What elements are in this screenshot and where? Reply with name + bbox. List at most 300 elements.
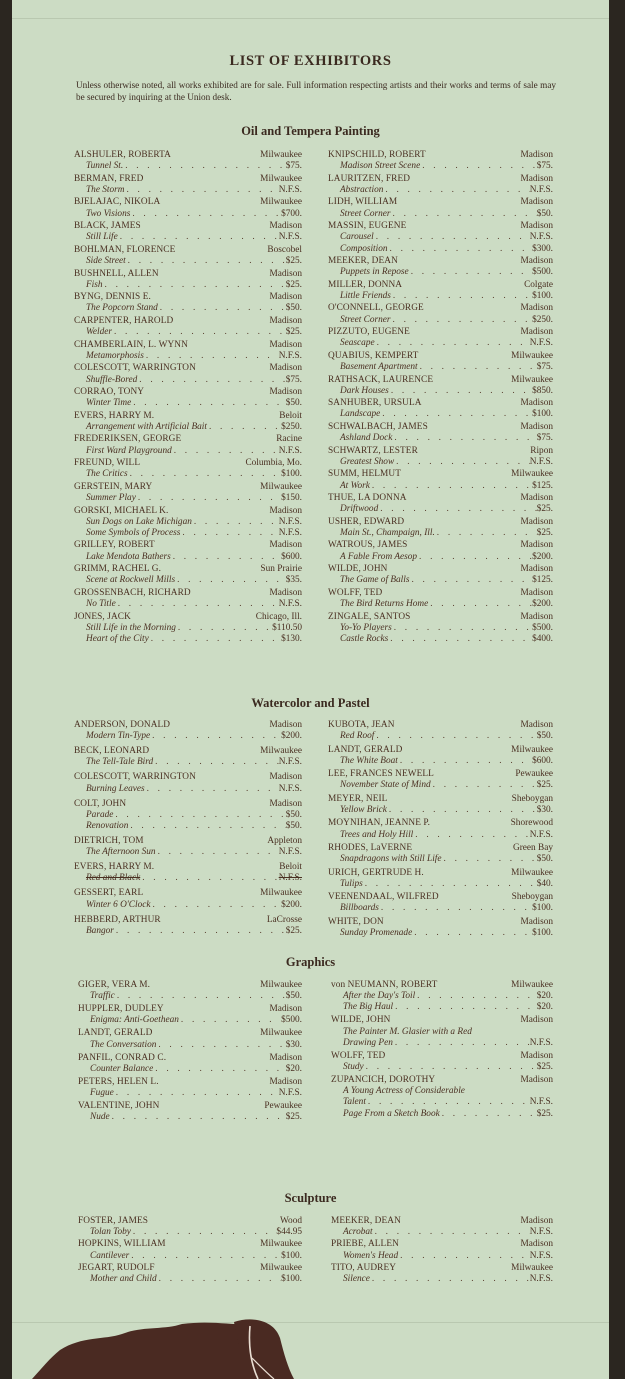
artwork-row <box>331 1062 553 1073</box>
exhibitor-entry <box>74 434 302 456</box>
leader-dots <box>112 327 286 338</box>
artist-city: Madison <box>520 421 553 432</box>
artwork-title: Women's Head <box>343 1250 399 1261</box>
artist-name: BYNG, DENNIS E. <box>74 292 151 303</box>
artist-name: TITO, AUDREY <box>331 1262 397 1273</box>
leader-dots <box>124 185 278 196</box>
exhibitor-entry <box>328 517 553 539</box>
exhibitor-entry <box>328 588 553 610</box>
artist-city: Milwaukee <box>260 1262 302 1273</box>
leader-dots <box>172 446 279 457</box>
artwork-price: $50. <box>285 398 302 409</box>
artist-name: LANDT, GERALD <box>78 1028 153 1039</box>
artwork-row <box>328 854 553 865</box>
exhibitor-entry <box>74 799 302 833</box>
artwork-title: Summer Play <box>86 493 136 504</box>
artist-name: USHER, EDWARD <box>328 516 405 527</box>
artist-name: CORRAO, TONY <box>74 387 145 398</box>
artwork-price: $200. <box>281 899 302 910</box>
artwork-price: $25. <box>536 504 553 515</box>
artwork-title: Red and Black <box>86 873 141 884</box>
artwork-row <box>78 1088 302 1099</box>
exhibitor-entry <box>74 612 302 646</box>
artist-city: Wood <box>280 1216 302 1226</box>
leader-dots <box>128 821 285 832</box>
artwork-price: $75. <box>536 161 553 172</box>
leader-dots <box>393 1002 537 1013</box>
exhibitor-entry <box>331 1075 553 1120</box>
artwork-row <box>328 575 553 586</box>
artwork-row <box>331 1274 553 1285</box>
exhibitor-entry <box>328 303 553 325</box>
artist-name: COLT, JOHN <box>74 798 127 809</box>
artwork-title: Main St., Champaign, Ill. <box>340 527 435 538</box>
artwork-price: $100. <box>281 1274 302 1285</box>
artwork-price: $75. <box>285 374 302 385</box>
artist-city: Milwaukee <box>511 744 553 755</box>
artwork-row <box>74 351 302 362</box>
artwork-row <box>78 1064 302 1075</box>
exhibitor-header <box>328 422 553 433</box>
exhibitor-entry <box>331 1216 553 1238</box>
artwork-row <box>331 1086 553 1097</box>
artist-city: Madison <box>269 1004 302 1015</box>
artwork-price: $250. <box>281 421 302 432</box>
artwork-title: Lake Mendota Bathers <box>86 551 171 562</box>
artwork-title: The Game of Balls <box>340 575 410 586</box>
leader-dots <box>136 493 281 504</box>
artwork-row <box>74 209 302 220</box>
artwork-price: $500. <box>532 622 553 633</box>
artist-city: Milwaukee <box>260 197 302 208</box>
artist-city: Ripon <box>530 445 553 456</box>
artwork-row <box>331 1097 553 1108</box>
leader-dots <box>126 256 286 267</box>
artwork-row <box>328 928 553 939</box>
exhibitor-header <box>74 150 302 161</box>
exhibitor-entry <box>74 411 302 433</box>
exhibitor-entry <box>328 256 553 278</box>
leader-dots <box>179 1015 281 1026</box>
artwork-title: Street Corner <box>340 208 391 219</box>
exhibitor-header <box>78 1216 302 1227</box>
artist-city: Milwaukee <box>260 888 302 899</box>
artist-city: Madison <box>269 587 302 598</box>
artwork-price: $25. <box>536 1062 553 1073</box>
artist-city: Madison <box>269 339 302 350</box>
artwork-price: N.F.S. <box>529 184 553 195</box>
artist-name: LANDT, GERALD <box>328 744 403 755</box>
artist-name: URICH, GERTRUDE H. <box>328 867 424 878</box>
artwork-title: Street Corner <box>340 314 391 325</box>
leader-dots <box>431 780 537 791</box>
artwork-title: A Fable From Aesop <box>340 551 418 562</box>
artwork-price: $150. <box>281 493 302 504</box>
artwork-title: Enigma: Anti-Goethean <box>90 1015 179 1026</box>
artist-name: GORSKI, MICHAEL K. <box>74 505 169 516</box>
exhibitor-entry <box>74 746 302 768</box>
artwork-row <box>328 232 553 243</box>
artist-city: Madison <box>269 268 302 279</box>
exhibitor-header <box>328 221 553 232</box>
exhibitor-header <box>328 868 553 879</box>
exhibitor-entry <box>74 862 302 884</box>
leader-dots <box>150 731 281 742</box>
artist-city: Sun Prairie <box>260 564 302 575</box>
artwork-price: N.F.S. <box>278 847 302 858</box>
artist-city: Madison <box>269 315 302 326</box>
artwork-title: After the Day's Toil <box>343 991 416 1002</box>
leader-dots <box>157 1274 281 1285</box>
artwork-row <box>74 900 302 911</box>
artwork-title: Puppets in Repose <box>340 267 409 278</box>
artwork-row <box>328 409 553 420</box>
artist-city: Milwaukee <box>260 173 302 184</box>
artist-city: Milwaukee <box>511 867 553 878</box>
artwork-row <box>328 267 553 278</box>
exhibitor-header <box>74 387 302 398</box>
exhibitor-header <box>74 836 302 847</box>
artwork-title: Shuffle-Bored <box>86 374 138 385</box>
exhibitor-header <box>328 843 553 854</box>
artist-name: DIETRICH, TOM <box>74 836 144 847</box>
artwork-title: The Critics <box>86 469 128 480</box>
leader-dots <box>145 784 279 795</box>
exhibitor-entry <box>328 720 553 742</box>
exhibitor-header <box>74 506 302 517</box>
artwork-row <box>328 756 553 767</box>
artwork-title: Page From a Sketch Book <box>343 1108 440 1119</box>
artist-city: Madison <box>520 516 553 527</box>
artwork-price: $25. <box>536 780 553 791</box>
artwork-title: Traffic <box>90 991 115 1002</box>
artist-city: Madison <box>520 173 553 184</box>
artwork-title: No Title <box>86 599 116 610</box>
artwork-price: $125. <box>532 575 553 586</box>
exhibitor-entry <box>74 772 302 794</box>
artwork-title: Fugue <box>90 1088 114 1099</box>
exhibitor-entry <box>74 458 302 480</box>
artwork-row <box>78 1015 302 1026</box>
section-heading-watercolor: Watercolor and Pastel <box>251 696 370 710</box>
leader-dots <box>428 599 532 610</box>
artwork-price: $35. <box>285 575 302 586</box>
exhibitor-entry <box>74 482 302 504</box>
artist-name: BOHLMAN, FLORENCE <box>74 244 176 255</box>
exhibitor-entry <box>328 493 553 515</box>
section-heading-graphics: Graphics <box>285 955 336 969</box>
artwork-row <box>78 1112 302 1123</box>
artist-name: WHITE, DON <box>328 916 384 927</box>
artist-city: Madison <box>269 387 302 398</box>
paper-fold-line <box>12 18 609 19</box>
artist-name: HOPKINS, WILLIAM <box>78 1239 166 1250</box>
artist-name: LEE, FRANCES NEWELL <box>328 769 434 780</box>
artwork-title: Castle Rocks <box>340 633 389 644</box>
artist-city: Madison <box>520 1015 553 1026</box>
leader-dots <box>175 575 286 586</box>
artist-name: GRILLEY, ROBERT <box>74 540 155 551</box>
artwork-price: $50. <box>536 208 553 219</box>
artwork-title: Billboards <box>340 903 379 914</box>
exhibitor-entry <box>328 469 553 491</box>
leader-dots <box>420 161 537 172</box>
artist-name: WOLFF, TED <box>328 587 383 598</box>
exhibitor-entry <box>74 292 302 314</box>
artwork-row <box>74 327 302 338</box>
exhibitor-header <box>328 720 553 731</box>
leader-dots <box>388 244 533 255</box>
artist-city: Madison <box>520 720 553 730</box>
artwork-row <box>328 903 553 914</box>
artwork-row <box>328 599 553 610</box>
exhibitor-entry <box>74 506 302 540</box>
leader-dots <box>393 1038 530 1049</box>
artist-name: O'CONNELL, GEORGE <box>328 303 424 314</box>
artwork-title: The Tell-Tale Bird <box>86 757 154 768</box>
artwork-row <box>331 1027 553 1038</box>
artist-city: Madison <box>520 1075 553 1086</box>
artwork-title: The Painter M. Glasier with a Red <box>343 1026 472 1037</box>
artwork-price: N.F.S. <box>529 829 553 840</box>
artwork-row <box>74 821 302 832</box>
artwork-title: Snapdragons with Still Life <box>340 854 442 865</box>
leader-dots <box>409 267 532 278</box>
artist-city: Madison <box>520 197 553 208</box>
artwork-row <box>74 731 302 742</box>
artwork-price: $130. <box>281 633 302 644</box>
leader-dots <box>150 900 281 911</box>
exhibitor-header <box>328 446 553 457</box>
exhibitor-entry <box>328 818 553 840</box>
exhibitor-header <box>328 375 553 386</box>
artwork-price: $50. <box>536 854 553 865</box>
exhibitor-header <box>78 1239 302 1250</box>
artwork-row <box>74 552 302 563</box>
artwork-title: Study <box>343 1062 364 1073</box>
leader-dots <box>123 161 286 172</box>
leader-dots <box>378 504 536 515</box>
artist-city: Sheboygan <box>511 793 553 804</box>
exhibitor-entry <box>78 1053 302 1075</box>
artwork-price: $75. <box>285 161 302 172</box>
artwork-title: Welder <box>86 327 112 338</box>
artwork-price: $700. <box>281 208 302 219</box>
artist-city: Boscobel <box>267 244 302 255</box>
exhibitor-entry <box>74 836 302 858</box>
artist-city: Green Bay <box>512 842 553 853</box>
exhibitor-header <box>78 1028 302 1039</box>
exhibitor-entry <box>78 1004 302 1026</box>
exhibitor-header <box>74 245 302 256</box>
leader-dots <box>116 599 279 610</box>
artist-name: RATHSACK, LAURENCE <box>328 374 434 385</box>
leader-dots <box>418 362 537 373</box>
exhibitor-list-sheet <box>12 0 609 1379</box>
artwork-title: Still Life in the Morning <box>86 622 176 633</box>
exhibitor-entry <box>328 150 553 172</box>
artwork-price: $850. <box>532 385 553 396</box>
artwork-price: $500. <box>281 1015 302 1026</box>
artist-city: Milwaukee <box>260 1239 302 1250</box>
exhibitor-entry <box>74 387 302 409</box>
exhibitor-header <box>328 351 553 362</box>
artist-city: Columbia, Mo. <box>245 458 302 469</box>
artwork-title: Abstraction <box>340 184 384 195</box>
exhibitor-header <box>74 612 302 623</box>
artwork-title: Tunnel St. <box>86 161 124 172</box>
artist-name: WILDE, JOHN <box>331 1015 391 1026</box>
artist-name: CARPENTER, HAROLD <box>74 315 174 326</box>
artwork-price: $25. <box>285 327 302 338</box>
artist-city: Madison <box>520 150 553 160</box>
artwork-title: Yo-Yo Players <box>340 622 392 633</box>
exhibitor-entry <box>74 915 302 937</box>
artwork-price: $250. <box>532 314 553 325</box>
exhibitor-entry <box>328 868 553 890</box>
artist-city: Madison <box>269 798 302 809</box>
exhibitor-entry <box>74 245 302 267</box>
leader-dots <box>149 634 281 645</box>
artist-name: HUPPLER, DUDLEY <box>78 1004 164 1015</box>
artwork-row <box>328 731 553 742</box>
artwork-title: Parade <box>86 809 114 820</box>
exhibitor-entry <box>331 1239 553 1261</box>
artwork-price: $20. <box>536 991 553 1002</box>
artist-name: CHAMBERLAIN, L. WYNN <box>74 339 188 350</box>
artist-name: ALSHULER, ROBERTA <box>74 150 171 160</box>
exhibitor-entry <box>74 197 302 219</box>
exhibitor-header <box>331 1263 553 1274</box>
artwork-row <box>74 280 302 291</box>
artist-name: BECK, LEONARD <box>74 746 150 757</box>
artist-name: PRIEBE, ALLEN <box>331 1239 399 1250</box>
watercolor-left-column <box>74 720 302 941</box>
artwork-row <box>331 1227 553 1238</box>
artist-city: Pewaukee <box>515 769 553 780</box>
artist-name: KNIPSCHILD, ROBERT <box>328 150 426 160</box>
exhibitor-entry <box>328 197 553 219</box>
leader-dots <box>375 338 530 349</box>
leader-dots <box>417 552 532 563</box>
artwork-price: $300. <box>532 243 553 254</box>
artist-name: JONES, JACK <box>74 611 131 622</box>
artwork-price: N.F.S. <box>278 445 302 456</box>
artwork-title: Winter Time <box>86 398 132 409</box>
artist-city: Madison <box>520 327 553 338</box>
artist-city: Milwaukee <box>260 150 302 160</box>
artwork-title: The Bird Returns Home <box>340 599 429 610</box>
exhibitor-header <box>328 280 553 291</box>
leader-dots <box>118 232 279 243</box>
exhibitor-entry <box>78 1263 302 1285</box>
exhibitor-header <box>78 1077 302 1088</box>
artist-name: MEYER, NEIL <box>328 793 388 804</box>
artwork-title: Red Roof <box>340 731 375 742</box>
artwork-row <box>74 161 302 172</box>
artist-city: Madison <box>520 303 553 314</box>
leader-dots <box>440 1109 537 1120</box>
artwork-price: $600. <box>281 551 302 562</box>
artwork-row <box>74 375 302 386</box>
artwork-price: $200. <box>281 731 302 742</box>
artwork-title: Carousel <box>340 232 374 243</box>
leader-dots <box>158 303 286 314</box>
artwork-price: $50. <box>285 991 302 1002</box>
artist-name: GIGER, VERA M. <box>78 980 150 990</box>
exhibitor-header <box>328 327 553 338</box>
artist-city: Racine <box>276 434 302 445</box>
artwork-row <box>328 291 553 302</box>
artwork-price: $25. <box>285 1112 302 1123</box>
exhibitor-header <box>328 540 553 551</box>
artwork-row <box>74 493 302 504</box>
leader-dots <box>379 903 532 914</box>
artwork-title: Trees and Holy Hill <box>340 829 414 840</box>
exhibitor-entry <box>74 150 302 172</box>
exhibitor-entry <box>74 588 302 610</box>
exhibitor-entry <box>328 174 553 196</box>
artwork-title: Fish <box>86 279 103 290</box>
artwork-price: N.F.S. <box>278 873 302 884</box>
exhibitor-entry <box>78 980 302 1002</box>
artist-name: EVERS, HARRY M. <box>74 410 155 421</box>
artwork-row <box>328 161 553 172</box>
artwork-price: $75. <box>536 362 553 373</box>
exhibitor-entry <box>328 612 553 646</box>
artist-city: Beloit <box>279 862 302 873</box>
leader-dots <box>392 433 536 444</box>
artist-name: MASSIN, EUGENE <box>328 221 407 232</box>
artwork-row <box>78 991 302 1002</box>
artwork-row <box>74 517 302 528</box>
exhibitor-entry <box>328 917 553 939</box>
artwork-row <box>74 469 302 480</box>
exhibitor-header <box>328 818 553 829</box>
leader-dots <box>366 1097 530 1108</box>
artist-name: VALENTINE, JOHN <box>78 1101 160 1112</box>
leader-dots <box>391 315 533 326</box>
artwork-title: Modern Tin-Type <box>86 731 151 742</box>
leader-dots <box>391 291 532 302</box>
artist-name: FREUND, WILL <box>74 458 141 469</box>
artwork-price: N.F.S. <box>529 1227 553 1238</box>
artwork-row <box>328 879 553 890</box>
artwork-price: $100. <box>532 903 553 914</box>
artwork-price: N.F.S. <box>278 184 302 195</box>
leader-dots <box>374 731 536 742</box>
artwork-row <box>74 757 302 768</box>
artwork-price: $50. <box>536 731 553 742</box>
artwork-price: $25. <box>536 527 553 538</box>
artwork-price: $40. <box>536 878 553 889</box>
exhibitor-entry <box>331 980 553 1014</box>
oil-right-column <box>328 150 553 646</box>
leader-dots <box>398 1251 530 1262</box>
artwork-row <box>328 315 553 326</box>
exhibitor-entry <box>74 540 302 562</box>
artwork-price: $500. <box>532 267 553 278</box>
exhibitor-header <box>74 174 302 185</box>
exhibitor-header <box>74 316 302 327</box>
artist-city: Milwaukee <box>511 980 553 990</box>
artwork-title: Burning Leaves <box>86 783 145 794</box>
exhibitor-entry <box>74 564 302 586</box>
artist-city: Madison <box>520 540 553 551</box>
artwork-price: $110.50 <box>272 622 302 633</box>
exhibitor-entry <box>78 1216 302 1238</box>
artist-name: BERMAN, FRED <box>74 173 144 184</box>
